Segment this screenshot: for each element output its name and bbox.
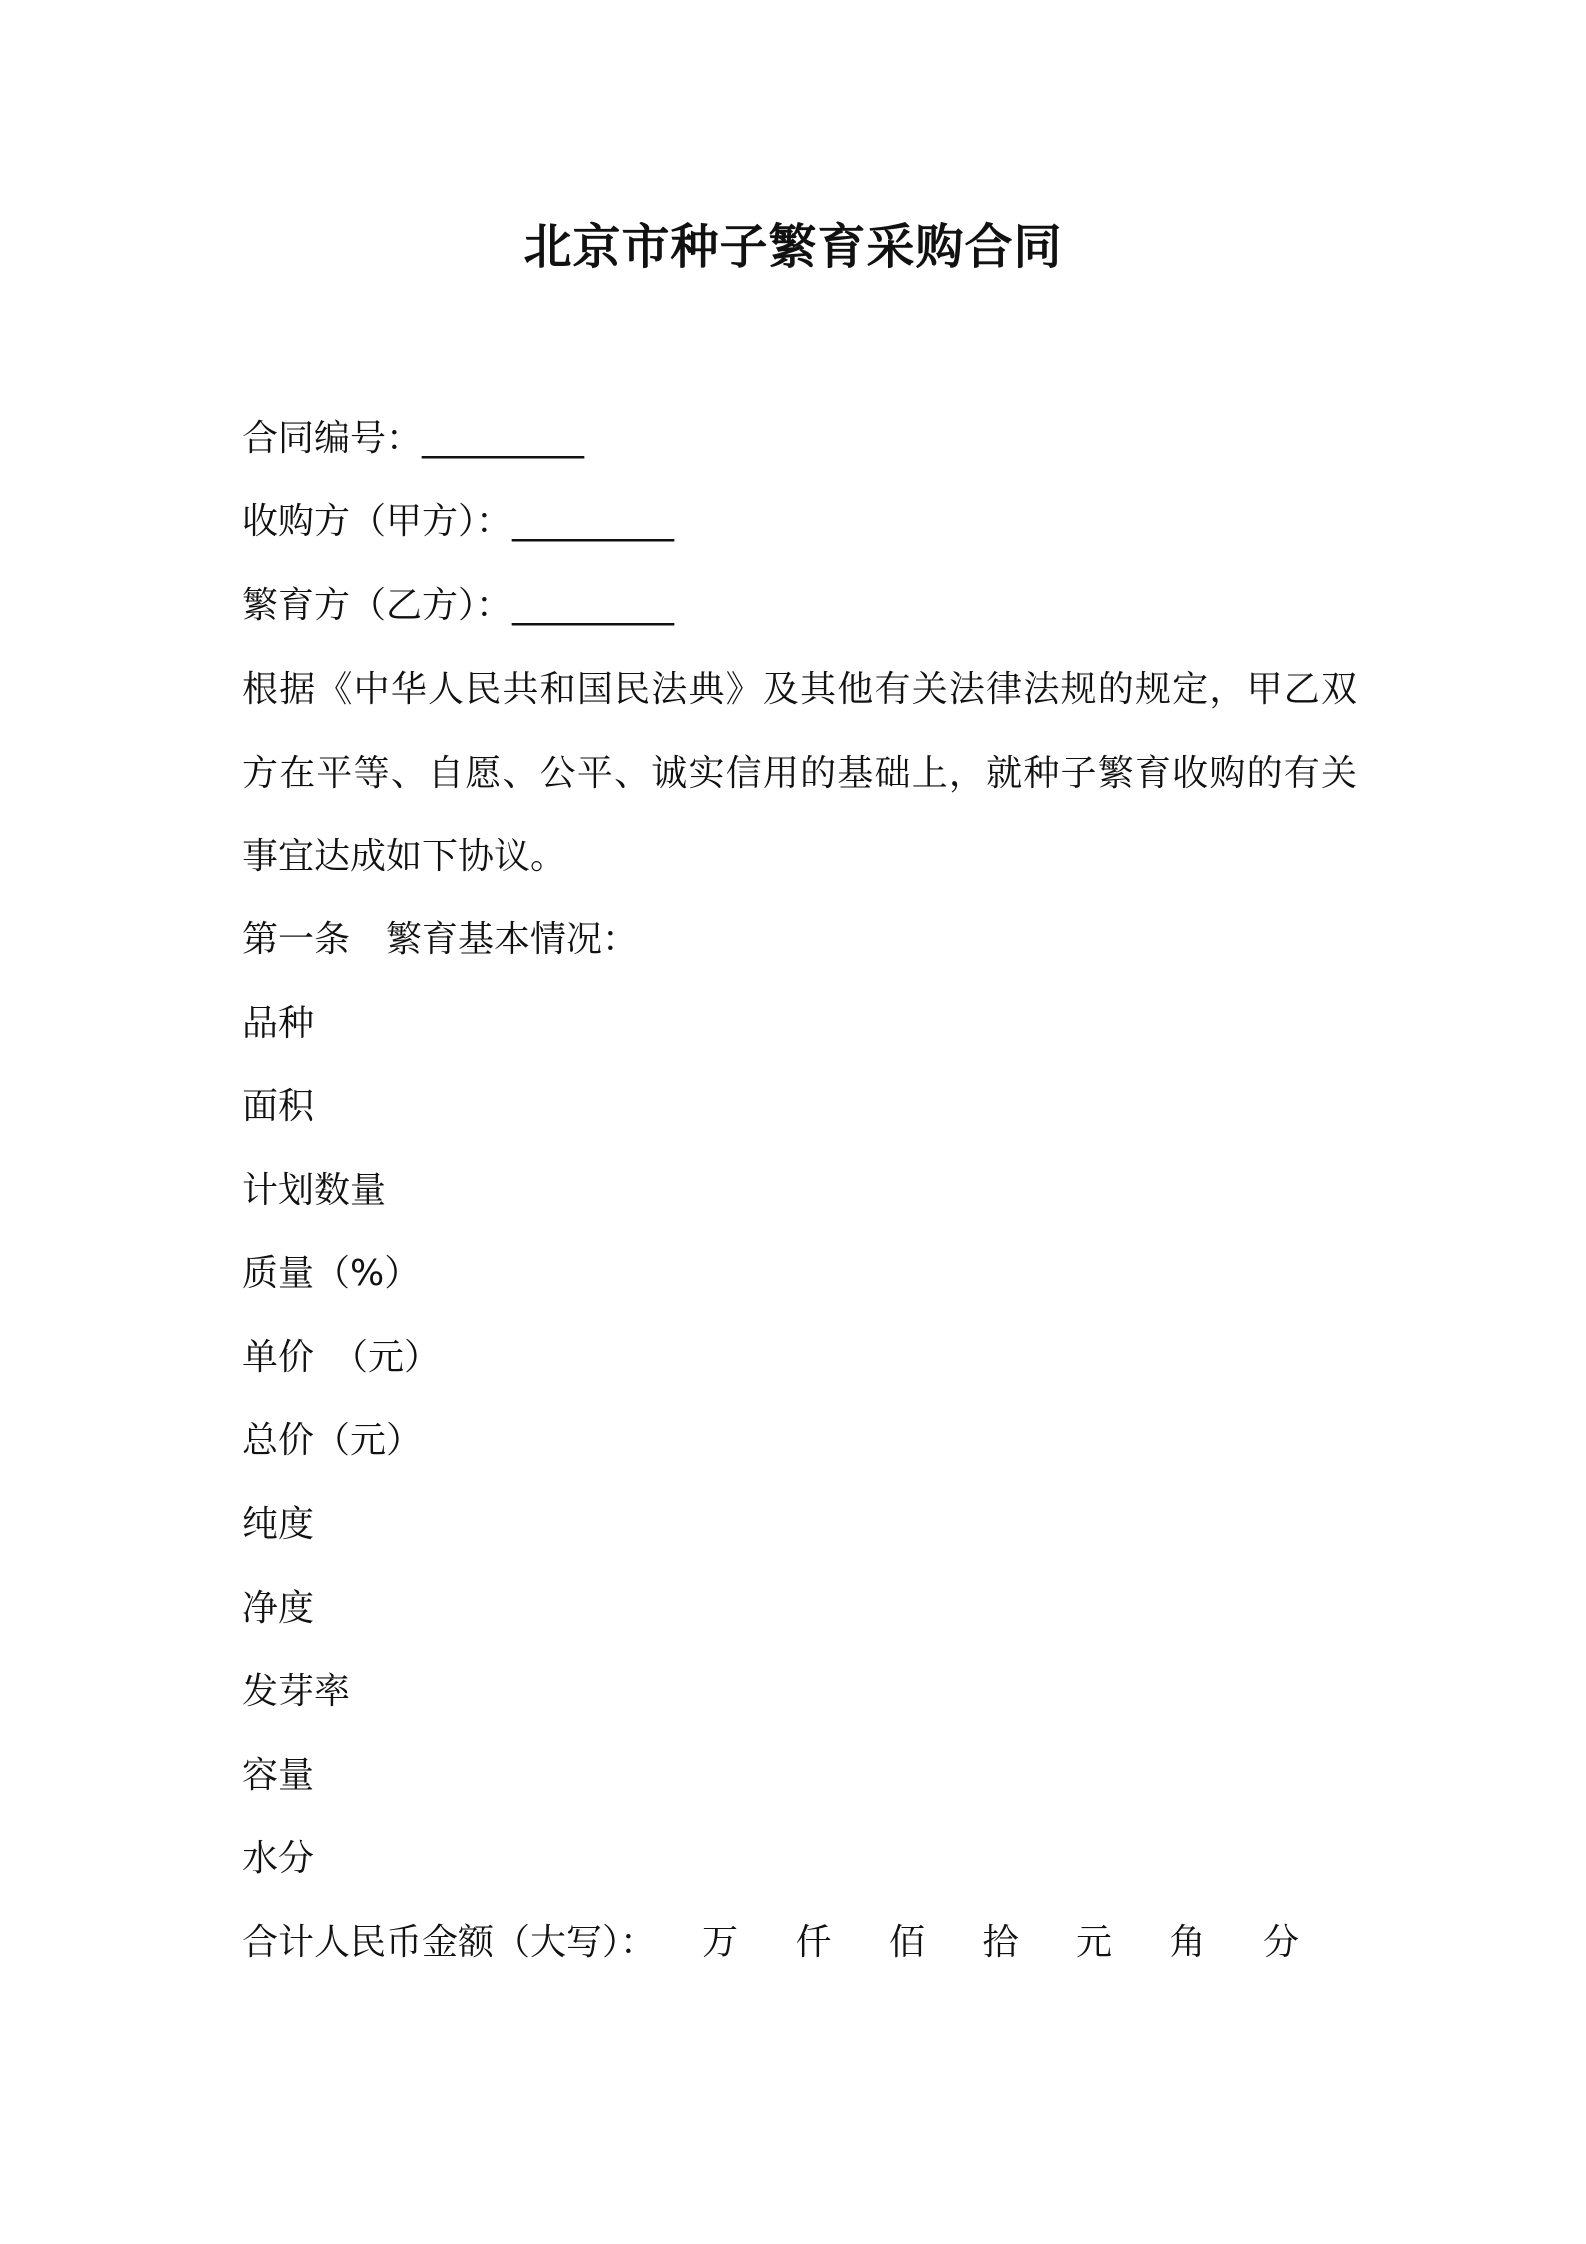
party-b-label: 繁育方（乙方）： (242, 585, 513, 626)
item-total-price: 总价（元） (242, 1420, 423, 1461)
item-clarity: 净度 (242, 1588, 315, 1629)
unit-shi: 拾 (982, 1922, 1019, 1963)
unit-jiao: 角 (1169, 1922, 1206, 1963)
unit-wan: 万 (702, 1922, 739, 1963)
contract-number-field (242, 397, 584, 481)
contract-number-blank: _________ (422, 418, 585, 459)
party-b-field (242, 564, 674, 648)
currency-units (702, 1901, 1357, 1985)
article-1-heading: 第一条 繁育基本情况： (242, 919, 639, 960)
unit-bai: 佰 (889, 1922, 926, 1963)
item-purity: 纯度 (242, 1504, 315, 1545)
item-quality: 质量（%） (242, 1253, 421, 1294)
document-title: 北京市种子繁育采购合同 (523, 219, 1063, 275)
party-a-label: 收购方（甲方）： (242, 501, 513, 542)
contract-number-label: 合同编号： (242, 418, 423, 459)
party-a-field (242, 480, 674, 564)
item-germination-rate: 发芽率 (242, 1671, 351, 1712)
item-moisture: 水分 (242, 1838, 315, 1879)
total-amount-label: 合计人民币金额（大写）： (242, 1922, 657, 1963)
item-unit-price: 单价 （元） (242, 1337, 441, 1378)
item-capacity: 容量 (242, 1755, 315, 1796)
party-a-blank: _________ (512, 501, 675, 542)
total-amount-line (242, 1901, 1357, 1985)
party-b-blank: _________ (512, 585, 675, 626)
unit-fen: 分 (1263, 1922, 1300, 1963)
item-planned-quantity: 计划数量 (242, 1170, 387, 1211)
unit-yuan: 元 (1076, 1922, 1113, 1963)
unit-qian: 仟 (795, 1922, 832, 1963)
item-variety: 品种 (242, 1003, 315, 1044)
item-area: 面积 (242, 1086, 315, 1127)
intro-paragraph: 根据《中华人民共和国民法典》及其他有关法律法规的规定，甲乙双方在平等、自愿、公平、诚实信用的基础上，就种子繁育收购的有关事宜达成如下协议。 (242, 669, 1357, 877)
